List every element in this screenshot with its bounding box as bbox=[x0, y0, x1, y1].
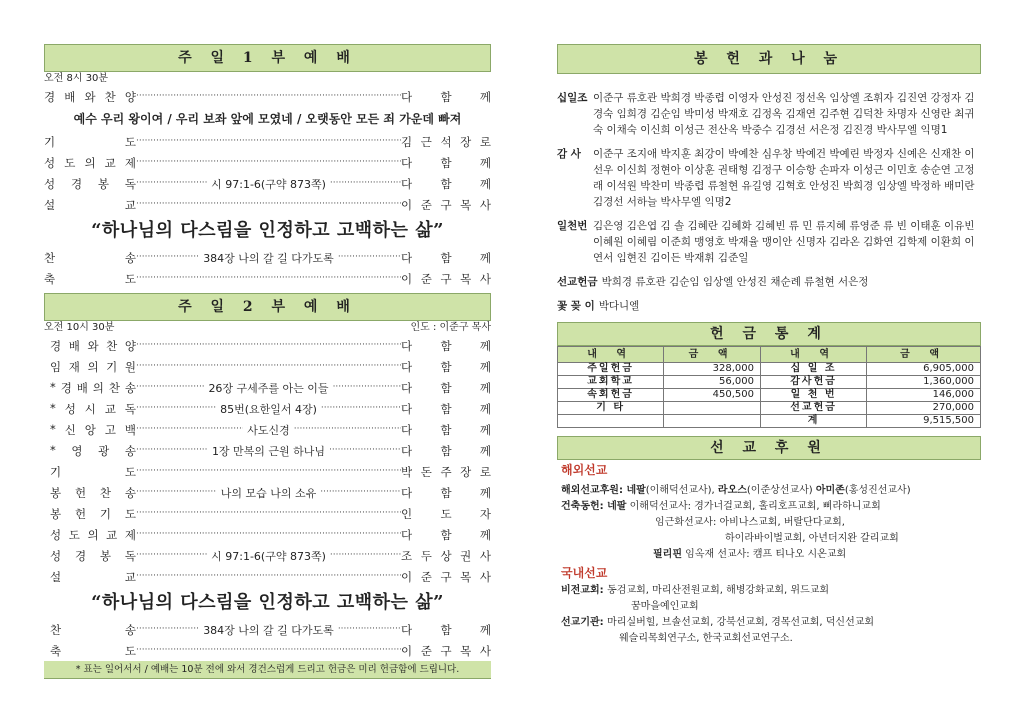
mission-organizations: 선교기관: 마리실버힐, 브솔선교회, 강북선교회, 경목선교회, 덕신선교회 bbox=[561, 617, 875, 628]
leader-dots bbox=[136, 619, 199, 640]
offering-group-label: 감 사 bbox=[557, 148, 581, 160]
service1-row bbox=[44, 86, 491, 107]
stats-amount: 270,000 bbox=[867, 402, 981, 415]
stats-title: 헌 금 통 계 bbox=[557, 322, 981, 346]
offering-group-names: 이준구 조지애 박지훈 최강이 박예찬 심우창 박예건 박예린 박정자 신예은 신재찬 이선우 이신희 정현아 이상훈 권태형 김정구 이승항 손파자 이성근 이민호 송순연 고정래 이석원 박찬미 박종렵 류철현 유길영 김혁호 안성진 박희경 임상엘 박정하 배미란 김경선 서하늘 박사무엘 익명2 bbox=[593, 148, 975, 208]
service2-label: * 신 앙 고 백 bbox=[50, 421, 136, 437]
service1-label: 축 도 bbox=[44, 271, 136, 286]
stats-category: 선교헌금 bbox=[760, 402, 866, 415]
service1-label: 성 도 의 교 제 bbox=[44, 155, 136, 170]
service1-row bbox=[44, 194, 491, 215]
offering-column bbox=[557, 44, 981, 647]
service2-row bbox=[44, 640, 491, 661]
leader-dots bbox=[136, 377, 204, 398]
service2-row bbox=[44, 356, 491, 377]
service1-row bbox=[44, 131, 491, 152]
service2-detail: 384장 나의 갈 길 다가도록 bbox=[203, 623, 334, 637]
service2-performer: 조 두 상 권 사 bbox=[401, 548, 491, 563]
leader-dots bbox=[136, 461, 401, 482]
offering-group-names: 박다니엘 bbox=[598, 300, 640, 312]
service1-label: 성 경 봉 독 bbox=[44, 176, 136, 191]
stats-category: 계 bbox=[760, 415, 866, 428]
service1-performer: 이 준 구 목 사 bbox=[401, 197, 491, 212]
leader-dots bbox=[136, 86, 401, 107]
service2-row bbox=[44, 545, 491, 566]
service2-performer: 다 함 께 bbox=[401, 401, 491, 416]
leader-dots bbox=[136, 398, 216, 419]
service2-row bbox=[44, 482, 491, 503]
service1-row bbox=[44, 173, 491, 194]
service1-label: 찬 송 bbox=[44, 250, 136, 265]
service1-row bbox=[44, 247, 491, 268]
stats-header: 내 역 bbox=[760, 347, 866, 363]
service2-row bbox=[44, 335, 491, 356]
service2-row bbox=[44, 398, 491, 419]
service2-detail: 26장 구세주를 아는 이들 bbox=[208, 381, 329, 395]
service1-performer: 다 함 께 bbox=[401, 176, 491, 191]
leader-dots bbox=[136, 131, 401, 152]
stats-header: 금 액 bbox=[664, 347, 761, 363]
mission-organizations-2: 웨슬리목회연구소, 한국교회선교연구소. bbox=[619, 633, 793, 644]
service2-title: 주 일 2 부 예 배 bbox=[44, 293, 491, 321]
leader-dots bbox=[136, 640, 401, 661]
offering-group-label: 선교헌금 bbox=[557, 276, 598, 288]
leader-dots bbox=[136, 356, 401, 377]
offering-group bbox=[557, 90, 981, 138]
offering-stats-table bbox=[557, 346, 981, 428]
service2-performer: 박 돈 주 장 로 bbox=[401, 464, 491, 479]
service2-label: 기 도 bbox=[50, 464, 136, 479]
vision-churches-2: 꿈마을예인교회 bbox=[631, 601, 699, 612]
leader-dots bbox=[136, 524, 401, 545]
building-support: 건축동헌: 네팔 이해덕선교사: 경가너걸교회, 홀리호프교회, 삐라하니교회 bbox=[561, 501, 881, 512]
service2-performer: 인 도 자 bbox=[401, 506, 491, 521]
service2-performer: 다 함 께 bbox=[401, 380, 491, 395]
service1-label: 경 배 와 찬 양 bbox=[44, 89, 136, 104]
stats-amount bbox=[664, 402, 761, 415]
service2-detail: 사도신경 bbox=[247, 423, 290, 437]
service2-row bbox=[44, 440, 491, 461]
stats-category: 일 천 번 bbox=[760, 389, 866, 402]
service1-sermon-theme: “하나님의 다스림을 인정하고 고백하는 삶” bbox=[91, 220, 444, 241]
service2-sermon-theme: “하나님의 다스림을 인정하고 고백하는 삶” bbox=[91, 592, 444, 613]
service2-row bbox=[44, 619, 491, 640]
service1-row bbox=[44, 268, 491, 289]
leader-dots bbox=[136, 194, 401, 215]
stats-header: 내 역 bbox=[558, 347, 664, 363]
overseas-support: 해외선교후원: 네팔(이해덕선교사), 라오스(이준상선교사) 아미존(홍성진선교사) bbox=[561, 485, 911, 496]
service2-row bbox=[44, 461, 491, 482]
stats-amount: 6,905,000 bbox=[867, 363, 981, 376]
philippines-support: 필리핀 임옥재 선교사: 캠프 티나오 시온교회 bbox=[653, 549, 847, 560]
leader-dots bbox=[330, 173, 401, 194]
offering-group bbox=[557, 274, 981, 290]
stats-row bbox=[558, 363, 981, 376]
stats-amount: 56,000 bbox=[664, 376, 761, 389]
leader-dots bbox=[136, 545, 207, 566]
stats-category: 교회학교 bbox=[558, 376, 664, 389]
service2-detail: 나의 모습 나의 소유 bbox=[220, 486, 317, 500]
service1-time: 오전 8시 30분 bbox=[44, 73, 109, 84]
stats-row bbox=[558, 402, 981, 415]
leader-dots bbox=[320, 482, 401, 503]
stats-header: 금 액 bbox=[867, 347, 981, 363]
service2-detail: 85번(요한일서 4장) bbox=[220, 402, 317, 416]
leader-dots bbox=[136, 503, 401, 524]
stats-category: 기 타 bbox=[558, 402, 664, 415]
offering-group-names: 박희경 류호관 김순임 임상엘 안성진 채순례 류철현 서은정 bbox=[601, 276, 869, 288]
service1-label: 설 교 bbox=[44, 197, 136, 212]
service2-label: 봉 헌 기 도 bbox=[50, 506, 136, 521]
leader-dots bbox=[321, 398, 401, 419]
service2-row bbox=[44, 524, 491, 545]
service2-label: 성 경 봉 독 bbox=[50, 548, 136, 563]
service1-row bbox=[44, 152, 491, 173]
leader-dots bbox=[136, 173, 207, 194]
leader-dots bbox=[338, 619, 401, 640]
stats-category: 속회헌금 bbox=[558, 389, 664, 402]
leader-dots bbox=[136, 268, 401, 289]
service2-leader: 인도 : 이준구 목사 bbox=[410, 322, 491, 333]
mission-title: 선 교 후 원 bbox=[557, 436, 981, 460]
service1-performer: 다 함 께 bbox=[401, 250, 491, 265]
service1-performer: 다 함 께 bbox=[401, 155, 491, 170]
leader-dots bbox=[338, 247, 401, 268]
stats-row bbox=[558, 389, 981, 402]
service2-label: 축 도 bbox=[50, 643, 136, 658]
service2-label: * 영 광 송 bbox=[50, 442, 136, 458]
stats-amount: 1,360,000 bbox=[867, 376, 981, 389]
service1-detail: 384장 나의 갈 길 다가도록 bbox=[203, 251, 334, 265]
service2-row bbox=[44, 566, 491, 587]
service2-label: 임 재 의 기 원 bbox=[50, 359, 136, 374]
building-support-2: 임근화선교사: 아비나스교회, 버랄단다교회, bbox=[655, 517, 845, 528]
offering-group-names: 김은영 김은엽 김 솔 김혜란 김혜화 김혜빈 류 민 류지혜 류영준 류 빈 이태훈 이유빈 이혜원 이혜림 이준희 맹영호 박재율 맹이안 신명자 김라온 김화연 김학제 이환희 이연서 임현진 김이든 박재휘 김준일 bbox=[593, 220, 975, 264]
service2-detail: 1장 만복의 근원 하나님 bbox=[211, 444, 326, 458]
stats-amount bbox=[664, 415, 761, 428]
service2-time: 오전 10시 30분 인도 : 이준구 목사 bbox=[44, 322, 491, 333]
stats-category: 주일헌금 bbox=[558, 363, 664, 376]
service1-label: 기 도 bbox=[44, 134, 136, 149]
service2-performer: 다 함 께 bbox=[401, 485, 491, 500]
offering-group-names: 이준구 류호관 박희경 박종렵 이영자 안성진 정선옥 임상엘 조휘자 김진연 강정자 김경숙 임희경 김순임 박미성 박재호 김정옥 김재연 김주현 김덕찬 차명자 신영란 최귀숙 이채숙 이신희 이성근 전산옥 박중수 김경선 서은정 김진경 박사무엘 익명1 bbox=[593, 92, 975, 136]
stats-category: 십 일 조 bbox=[760, 363, 866, 376]
worship-order-column bbox=[44, 44, 491, 679]
overseas-heading: 해외선교 bbox=[561, 463, 608, 477]
stats-amount: 450,500 bbox=[664, 389, 761, 402]
leader-dots bbox=[136, 335, 401, 356]
service2-label: 성 도 의 교 제 bbox=[50, 527, 136, 542]
service2-performer: 이 준 구 목 사 bbox=[401, 643, 491, 658]
offering-group-label: 꽃 꽂 이 bbox=[557, 300, 595, 312]
leader-dots bbox=[294, 419, 401, 440]
stats-row bbox=[558, 415, 981, 428]
leader-dots bbox=[136, 247, 199, 268]
stats-amount: 146,000 bbox=[867, 389, 981, 402]
service2-row bbox=[44, 377, 491, 398]
domestic-heading: 국내선교 bbox=[561, 566, 608, 580]
leader-dots bbox=[136, 482, 217, 503]
service1-detail: 시 97:1-6(구약 873쪽) bbox=[211, 177, 326, 191]
offering-group bbox=[557, 218, 981, 266]
leader-dots bbox=[329, 440, 401, 461]
offering-group bbox=[557, 298, 981, 314]
service1-title: 주 일 1 부 예 배 bbox=[44, 44, 491, 72]
stats-amount: 328,000 bbox=[664, 363, 761, 376]
service2-detail: 시 97:1-6(구약 873쪽) bbox=[211, 549, 326, 563]
service2-performer: 다 함 께 bbox=[400, 422, 491, 437]
leader-dots bbox=[136, 152, 401, 173]
service2-label: * 경 배 의 찬 송 bbox=[50, 379, 136, 395]
stats-row bbox=[558, 376, 981, 389]
vision-churches: 비전교회: 동검교회, 마리산전원교회, 해병강화교회, 위드교회 bbox=[561, 585, 830, 596]
stats-amount: 9,515,500 bbox=[867, 415, 981, 428]
service1-performer: 이 준 구 목 사 bbox=[401, 271, 491, 286]
service2-performer: 다 함 께 bbox=[401, 359, 491, 374]
service2-label: 봉 헌 찬 송 bbox=[50, 485, 136, 500]
service2-label: 설 교 bbox=[50, 569, 136, 584]
stats-category: 감사헌금 bbox=[760, 376, 866, 389]
service2-row bbox=[44, 419, 491, 440]
service1-performer: 다 함 께 bbox=[401, 89, 491, 104]
offering-group-label: 십일조 bbox=[557, 92, 588, 104]
service2-performer: 다 함 께 bbox=[401, 622, 491, 637]
service1-performer: 김 근 석 장 로 bbox=[401, 134, 491, 149]
leader-dots bbox=[136, 566, 401, 587]
leader-dots bbox=[136, 440, 208, 461]
service1-hymn: 예수 우리 왕이여 / 우리 보좌 앞에 모였네 / 오랫동안 모든 죄 가운데 빠져 bbox=[73, 112, 462, 126]
offering-title: 봉 헌 과 나 눔 bbox=[557, 44, 981, 74]
offering-group-label: 일천번 bbox=[557, 220, 588, 232]
service2-label: 찬 송 bbox=[50, 622, 136, 637]
service2-row bbox=[44, 503, 491, 524]
offering-group bbox=[557, 146, 981, 210]
service2-label: 경 배 와 찬 양 bbox=[50, 338, 136, 353]
leader-dots bbox=[333, 377, 401, 398]
service2-performer: 다 함 께 bbox=[401, 527, 491, 542]
service-note: * 표는 일어서서 / 예배는 10분 전에 와서 경건스럽게 드리고 헌금은 미리 헌금함에 드립니다. bbox=[44, 661, 491, 679]
stats-category bbox=[558, 415, 664, 428]
leader-dots bbox=[330, 545, 401, 566]
service2-performer: 다 함 께 bbox=[401, 338, 491, 353]
service2-performer: 다 함 께 bbox=[401, 443, 491, 458]
building-support-3: 하이라바이벌교회, 아년더지완 갈리교회 bbox=[725, 533, 899, 544]
service2-performer: 이 준 구 목 사 bbox=[401, 569, 491, 584]
service2-label: * 성 시 교 독 bbox=[50, 400, 136, 416]
leader-dots bbox=[136, 419, 243, 440]
